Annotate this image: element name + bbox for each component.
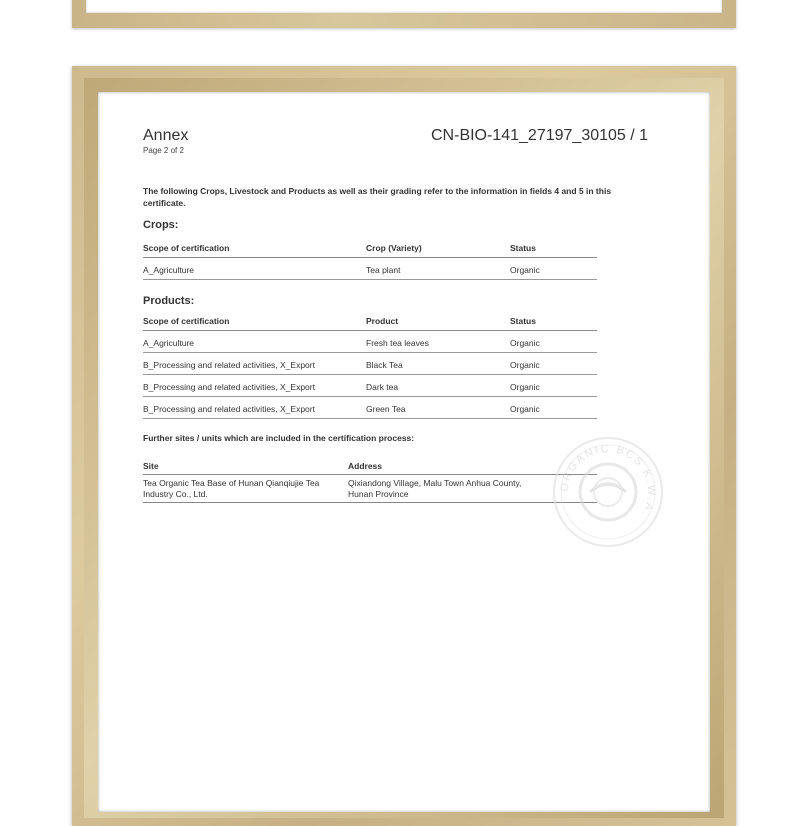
table-row <box>143 353 597 375</box>
products-heading: Products: <box>143 295 195 307</box>
column-header: Product <box>366 316 399 326</box>
table-cell: Dark tea <box>366 382 399 392</box>
intro-text: The following Crops, Livestock and Products as well as their grading refer to the information in fields 4 and 5 in this certificate. <box>143 186 612 208</box>
crops-table <box>143 236 597 280</box>
seal-text: ORGANIC BCS K.W.A. <box>558 442 658 520</box>
table-cell: Green Tea <box>366 404 406 414</box>
column-header: Scope of certification <box>143 243 230 253</box>
table-cell: B_Processing and related activities, X_Export <box>143 404 315 414</box>
table-cell: Organic <box>510 382 540 392</box>
table-cell: Organic <box>510 265 540 275</box>
table-row <box>143 258 597 280</box>
site-name: Tea Organic Tea Base of Hunan Qianqiujie Tea Industry Co., Ltd. <box>143 478 320 499</box>
table-row <box>143 375 597 397</box>
embossed-seal <box>552 436 664 548</box>
table-cell: B_Processing and related activities, X_Export <box>143 382 315 392</box>
table-cell: Organic <box>510 404 540 414</box>
svg-text:ORGANIC BCS K.W.A. <box>559 443 657 520</box>
crops-header-row <box>143 236 597 258</box>
table-cell: Organic <box>510 338 540 348</box>
top-frame-paper <box>86 0 722 13</box>
table-row <box>143 397 597 419</box>
sites-header-row <box>143 456 597 475</box>
column-header: Address <box>348 461 383 471</box>
table-cell: A_Agriculture <box>143 265 195 275</box>
table-cell: Tea plant <box>366 265 401 275</box>
column-header: Site <box>143 461 159 471</box>
table-row <box>143 475 597 503</box>
table-cell: B_Processing and related activities, X_Export <box>143 360 315 370</box>
sites-table <box>143 456 597 503</box>
table-cell: Black Tea <box>366 360 403 370</box>
page-label: Page 2 of 2 <box>143 146 184 155</box>
column-header: Status <box>510 243 536 253</box>
column-header: Crop (Variety) <box>366 243 422 253</box>
column-header: Status <box>510 316 536 326</box>
table-row <box>143 331 597 353</box>
annex-title: Annex <box>143 127 189 144</box>
certificate-number: CN-BIO-141_27197_30105 / 1 <box>431 127 649 144</box>
table-cell: Organic <box>510 360 540 370</box>
site-address: Qixiandong Village, Malu Town Anhua County, Hunan Province <box>348 478 522 499</box>
further-sites-heading: Further sites / units which are included in the certification process: <box>143 433 415 443</box>
table-cell: A_Agriculture <box>143 338 195 348</box>
crops-heading: Crops: <box>143 219 179 231</box>
products-header-row <box>143 309 597 331</box>
products-table <box>143 309 597 419</box>
column-header: Scope of certification <box>143 316 230 326</box>
table-cell: Fresh tea leaves <box>366 338 429 348</box>
